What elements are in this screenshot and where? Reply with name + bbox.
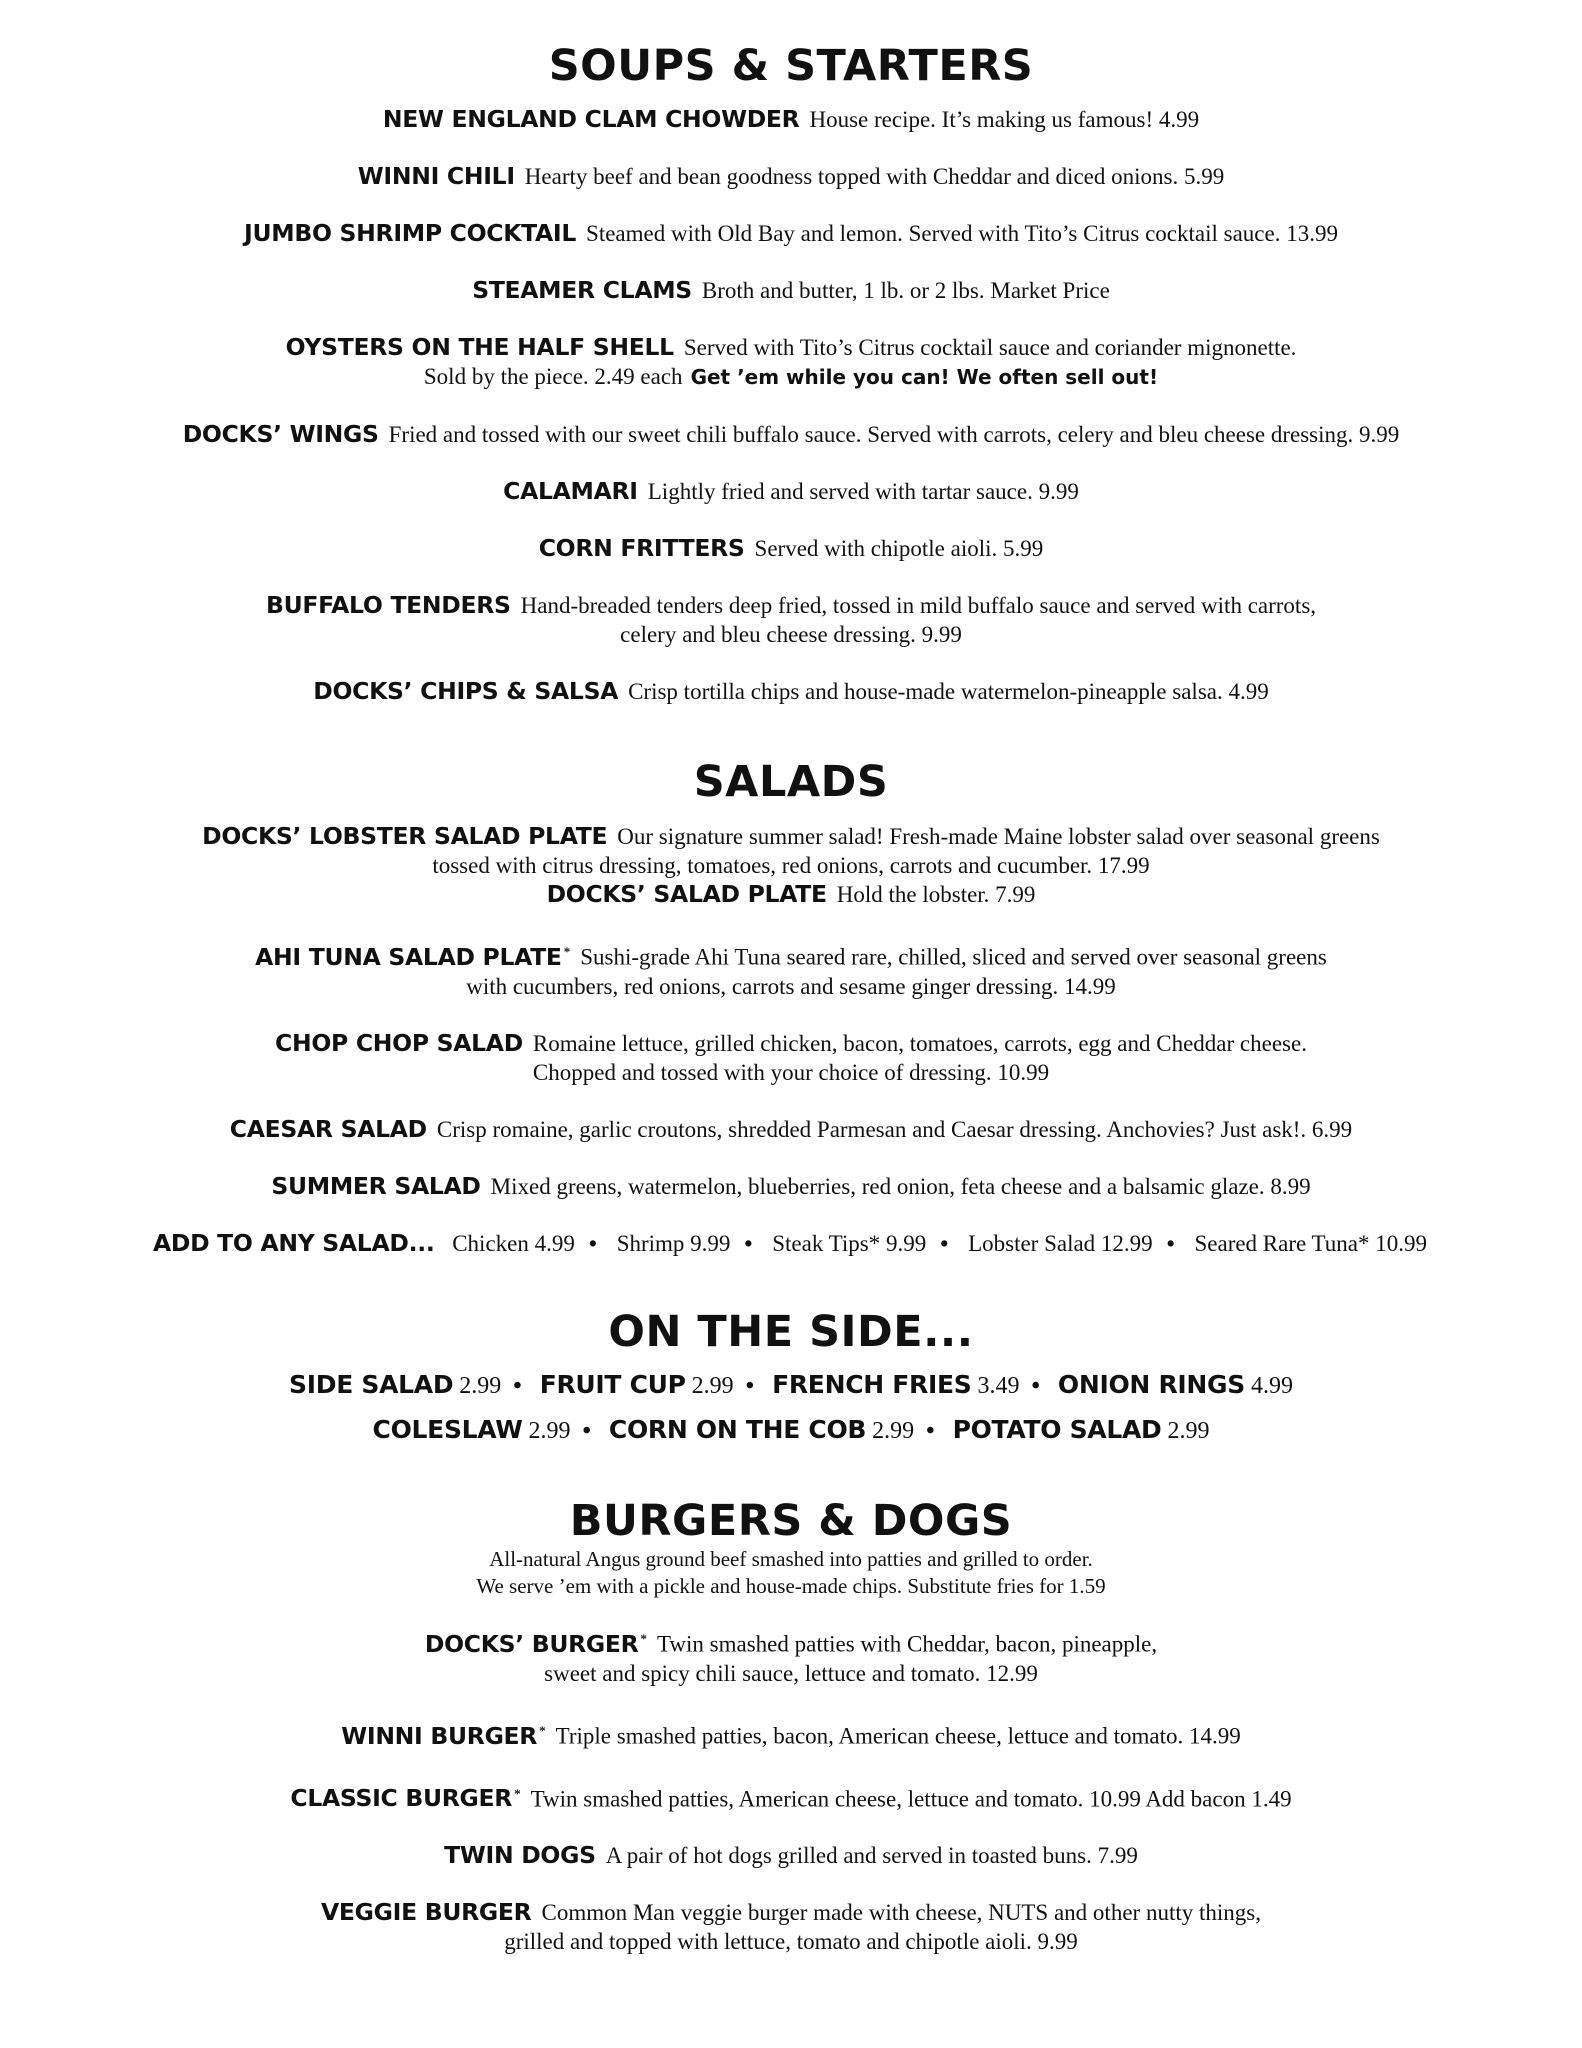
item-desc: Triple smashed patties, bacon, American cheese, lettuce and tomato. 14.99	[555, 1723, 1241, 1749]
section-title-salads: SALADS	[693, 757, 889, 808]
side-name: CORN ON THE COB	[608, 1414, 867, 1444]
item-asterisk: *	[640, 1631, 647, 1647]
sides-row-2	[0, 1408, 1582, 1453]
item-name: CALAMARI	[503, 477, 638, 506]
item-name: AHI TUNA SALAD PLATE	[255, 942, 562, 971]
side-name: ONION RINGS	[1057, 1369, 1245, 1399]
menu-item-summer-salad	[0, 1172, 1582, 1201]
add-option: Shrimp 9.99	[616, 1230, 731, 1256]
item-desc-line2: celery and bleu cheese dressing. 9.99	[620, 622, 962, 648]
item-name: DOCKS’ BURGER	[424, 1630, 639, 1659]
item-desc: Romaine lettuce, grilled chicken, bacon, tomatoes, carrots, egg and Cheddar cheese.	[532, 1030, 1307, 1056]
menu-item-winni-burger	[0, 1716, 1582, 1751]
bullet-separator: •	[582, 1417, 591, 1444]
item-desc-line2: sweet and spicy chili sauce, lettuce and tomato. 12.99	[544, 1661, 1038, 1687]
item-desc: House recipe. It’s making us famous! 4.99	[809, 107, 1200, 133]
item-name: BUFFALO TENDERS	[265, 591, 511, 620]
item-desc: Mixed greens, watermelon, blueberries, red onion, feta cheese and a balsamic glaze. 8.99	[490, 1173, 1311, 1199]
add-option: Lobster Salad 12.99	[968, 1230, 1153, 1256]
item-desc: Sushi-grade Ahi Tuna seared rare, chilled, sliced and served over seasonal greens	[580, 944, 1327, 970]
item-name: DOCKS’ CHIPS & SALSA	[313, 677, 619, 706]
item-asterisk: *	[539, 1723, 546, 1739]
side-price: 2.99	[872, 1417, 915, 1444]
item-name: WINNI BURGER	[341, 1721, 538, 1750]
menu-item-winni-chili	[0, 162, 1582, 191]
section-title-sides: ON THE SIDE...	[608, 1306, 974, 1357]
item-desc: Lightly fried and served with tartar sauce. 9.99	[647, 479, 1079, 505]
item-sub-desc: Hold the lobster. 7.99	[836, 881, 1036, 907]
item-desc: Crisp romaine, garlic croutons, shredded Parmesan and Caesar dressing. Anchovies? Just ask!. 6.99	[436, 1116, 1353, 1142]
side-price: 2.99	[1167, 1417, 1210, 1444]
item-name: DOCKS’ WINGS	[182, 420, 379, 449]
bullet-separator: •	[744, 1230, 753, 1256]
menu-item-classic-burger	[0, 1779, 1582, 1814]
menu-item-steamer-clams	[0, 276, 1582, 305]
burgers-intro-line2: We serve ’em with a pickle and house-made chips. Substitute fries for 1.59	[476, 1574, 1106, 1599]
menu-item-lobster-salad-plate	[0, 822, 1582, 909]
item-desc: Served with Tito’s Citrus cocktail sauce and coriander mignonette.	[683, 335, 1297, 361]
side-name: COLESLAW	[372, 1414, 523, 1444]
bullet-separator: •	[926, 1417, 935, 1444]
add-to-salad-row	[0, 1229, 1582, 1258]
item-desc: Twin smashed patties with Cheddar, bacon, pineapple,	[656, 1632, 1158, 1658]
item-desc: Broth and butter, 1 lb. or 2 lbs. Market Price	[701, 278, 1110, 304]
item-name: CLASSIC BURGER	[290, 1784, 513, 1813]
bullet-separator: •	[588, 1230, 597, 1256]
item-desc: A pair of hot dogs grilled and served in toasted buns. 7.99	[605, 1843, 1138, 1869]
section-title-soups: SOUPS & STARTERS	[548, 41, 1034, 91]
item-desc: Crisp tortilla chips and house-made watermelon-pineapple salsa. 4.99	[628, 679, 1269, 705]
side-price: 2.99	[691, 1372, 734, 1399]
item-name: WINNI CHILI	[357, 162, 515, 191]
menu-item-clam-chowder	[0, 105, 1582, 134]
item-name: OYSTERS ON THE HALF SHELL	[285, 333, 674, 362]
menu-item-docks-wings	[0, 420, 1582, 449]
side-name: FRENCH FRIES	[772, 1369, 972, 1399]
item-note: Get ’em while you can! We often sell out!	[690, 365, 1159, 390]
item-desc-line2: with cucumbers, red onions, carrots and sesame ginger dressing. 14.99	[466, 973, 1116, 999]
item-name: CAESAR SALAD	[229, 1114, 427, 1143]
menu-item-twin-dogs	[0, 1841, 1582, 1870]
item-name: NEW ENGLAND CLAM CHOWDER	[382, 105, 800, 134]
item-name: JUMBO SHRIMP COCKTAIL	[244, 219, 577, 248]
bullet-separator: •	[513, 1372, 522, 1399]
item-sub-name: DOCKS’ SALAD PLATE	[546, 879, 827, 908]
item-desc: Fried and tossed with our sweet chili buffalo sauce. Served with carrots, celery and bleu cheese dressing. 9.99	[388, 422, 1400, 448]
item-desc: Twin smashed patties, American cheese, lettuce and tomato. 10.99 Add bacon 1.49	[530, 1786, 1292, 1812]
item-asterisk: *	[514, 1785, 521, 1801]
item-name: STEAMER CLAMS	[472, 276, 692, 305]
menu-item-chop-chop-salad	[0, 1029, 1582, 1087]
item-asterisk: *	[563, 943, 571, 959]
side-price: 2.99	[528, 1417, 571, 1444]
bullet-separator: •	[745, 1372, 755, 1399]
bullet-separator: •	[940, 1230, 949, 1256]
menu-item-calamari	[0, 477, 1582, 506]
item-desc: Served with chipotle aioli. 5.99	[754, 536, 1044, 562]
burgers-intro-line1: All-natural Angus ground beef smashed into patties and grilled to order.	[489, 1547, 1093, 1572]
item-desc-line2: tossed with citrus dressing, tomatoes, red onions, carrots and cucumber. 17.99	[432, 852, 1150, 878]
item-name: DOCKS’ LOBSTER SALAD PLATE	[202, 821, 608, 850]
menu-item-veggie-burger	[0, 1898, 1582, 1956]
side-name: SIDE SALAD	[289, 1369, 454, 1399]
menu-item-ahi-tuna-salad	[0, 937, 1582, 1001]
item-desc-line2: Sold by the piece. 2.49 each	[423, 364, 683, 390]
side-price: 2.99	[459, 1372, 502, 1399]
side-price: 4.99	[1250, 1372, 1293, 1399]
item-desc: Our signature summer salad! Fresh-made Maine lobster salad over seasonal greens	[617, 823, 1380, 849]
item-name: SUMMER SALAD	[271, 1171, 481, 1200]
menu-item-shrimp-cocktail	[0, 219, 1582, 248]
menu-item-buffalo-tenders	[0, 591, 1582, 649]
item-desc-line2: Chopped and tossed with your choice of dressing. 10.99	[532, 1059, 1050, 1085]
item-name: CORN FRITTERS	[538, 534, 745, 563]
bullet-separator: •	[1031, 1372, 1040, 1399]
menu-item-docks-burger	[0, 1624, 1582, 1688]
item-desc: Hearty beef and bean goodness topped with Cheddar and diced onions. 5.99	[524, 164, 1225, 190]
bullet-separator: •	[1166, 1230, 1175, 1256]
side-name: FRUIT CUP	[539, 1369, 686, 1399]
item-desc: Common Man veggie burger made with cheese, NUTS and other nutty things,	[541, 1900, 1261, 1926]
menu-item-chips-salsa	[0, 677, 1582, 706]
menu-item-oysters	[0, 333, 1582, 392]
side-name: POTATO SALAD	[952, 1414, 1162, 1444]
sides-row-1	[0, 1363, 1582, 1408]
item-name: TWIN DOGS	[444, 1841, 596, 1870]
section-title-burgers: BURGERS & DOGS	[569, 1495, 1013, 1546]
item-desc: Hand-breaded tenders deep fried, tossed in mild buffalo sauce and served with carrots,	[520, 593, 1317, 619]
item-desc: Steamed with Old Bay and lemon. Served with Tito’s Citrus cocktail sauce. 13.99	[586, 221, 1338, 247]
add-option: Steak Tips* 9.99	[772, 1230, 927, 1256]
menu-item-corn-fritters	[0, 534, 1582, 563]
item-desc-line2: grilled and topped with lettuce, tomato and chipotle aioli. 9.99	[504, 1929, 1078, 1955]
item-name: CHOP CHOP SALAD	[275, 1028, 523, 1057]
add-option: Chicken 4.99	[452, 1230, 575, 1256]
menu-item-caesar-salad	[0, 1115, 1582, 1144]
add-option: Seared Rare Tuna* 10.99	[1194, 1230, 1428, 1256]
add-to-salad-label: ADD TO ANY SALAD...	[152, 1228, 435, 1257]
item-name: VEGGIE BURGER	[321, 1898, 532, 1927]
side-price: 3.49	[977, 1372, 1020, 1399]
